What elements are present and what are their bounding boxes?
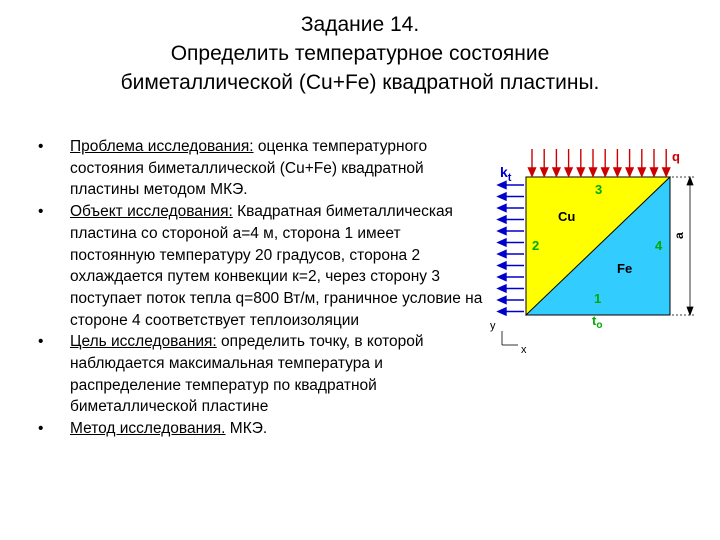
convection-arrowhead — [498, 297, 506, 304]
convection-arrowhead — [498, 262, 506, 269]
heat-flux-arrowhead — [565, 168, 572, 176]
bullet-text: определить точку, в которой наблюдается максимальная температура и распределение температур по квадратной биметаллической пластине — [70, 333, 424, 416]
axes — [502, 331, 518, 345]
bullet-object — [38, 201, 486, 331]
heat-flux-arrowhead — [529, 168, 536, 176]
bullet-text: Квадратная биметаллическая пластина со стороной а=4 м, сторона 1 имеет постоянную температуру 20 градусов, сторона 2 охлаждается путем конвекции к=2, через сторону 3 поступает поток тепла q=800 Вт/м, граничное условие на стороне 4 соответствует теплоизоляции — [70, 203, 483, 329]
fe-label: Fe — [617, 261, 633, 276]
heat-flux-arrows — [529, 149, 670, 176]
side-2-label: 2 — [532, 238, 540, 253]
convection-arrows — [498, 182, 524, 316]
heat-flux-arrowhead — [577, 168, 584, 176]
bullet-label: Проблема исследования: — [70, 138, 254, 155]
bullet-marker: • — [38, 420, 44, 438]
bullet-problem — [38, 136, 486, 201]
side-4-label: 4 — [655, 238, 663, 253]
side-3-label: 3 — [595, 182, 603, 197]
y-axis-label: y — [490, 320, 496, 332]
convection-arrowhead — [498, 216, 506, 223]
heat-flux-arrowhead — [663, 168, 670, 176]
t0-label: $t_o$ — [592, 313, 603, 331]
heat-flux-arrowhead — [651, 168, 658, 176]
heat-flux-arrowhead — [602, 168, 609, 176]
bullet-label: Объект исследования: — [70, 203, 233, 221]
slide-title — [0, 10, 720, 97]
heat-flux-arrowhead — [590, 168, 597, 176]
convection-arrowhead — [498, 251, 506, 258]
bullet-label: Метод исследования. — [70, 420, 226, 438]
title-line-3: биметаллической (Cu+Fe) квадратной пластины. — [120, 71, 600, 94]
convection-arrowhead — [498, 182, 506, 189]
convection-arrowhead — [498, 285, 506, 292]
convection-arrowhead — [498, 205, 506, 212]
convection-arrowhead — [498, 274, 506, 281]
plate-diagram — [480, 135, 710, 365]
q-label: q — [672, 149, 680, 164]
bullet-text: МКЭ. — [225, 420, 268, 438]
side-1-label: 1 — [594, 291, 602, 306]
convection-arrowhead — [498, 239, 506, 246]
bullet-label: Цель исследования: — [70, 333, 217, 351]
heat-flux-arrowhead — [553, 168, 560, 176]
a-label: a — [672, 232, 686, 239]
bullet-marker: • — [38, 203, 44, 221]
convection-arrowhead — [498, 193, 506, 200]
bullet-text: оценка температурного состояния биметаллической (Cu+Fe) квадратной пластины методом МКЭ. — [70, 138, 428, 199]
heat-flux-arrowhead — [614, 168, 621, 176]
bullet-method — [38, 418, 486, 440]
cu-label: Cu — [558, 209, 576, 224]
dimension-a — [672, 177, 696, 315]
heat-flux-arrowhead — [638, 168, 645, 176]
k-label: $k_t$ — [500, 164, 512, 184]
x-axis-label: x — [521, 344, 527, 356]
heat-flux-arrowhead — [626, 168, 633, 176]
title-line-1: Задание 14. — [300, 13, 420, 36]
heat-flux-arrowhead — [541, 168, 548, 176]
bullet-goal — [38, 331, 486, 418]
convection-arrowhead — [498, 228, 506, 235]
convection-arrowhead — [498, 308, 506, 315]
bullet-marker: • — [38, 333, 44, 351]
bullet-list — [38, 136, 486, 440]
bullet-marker: • — [38, 138, 44, 155]
title-line-2: Определить температурное состояние — [170, 42, 550, 65]
